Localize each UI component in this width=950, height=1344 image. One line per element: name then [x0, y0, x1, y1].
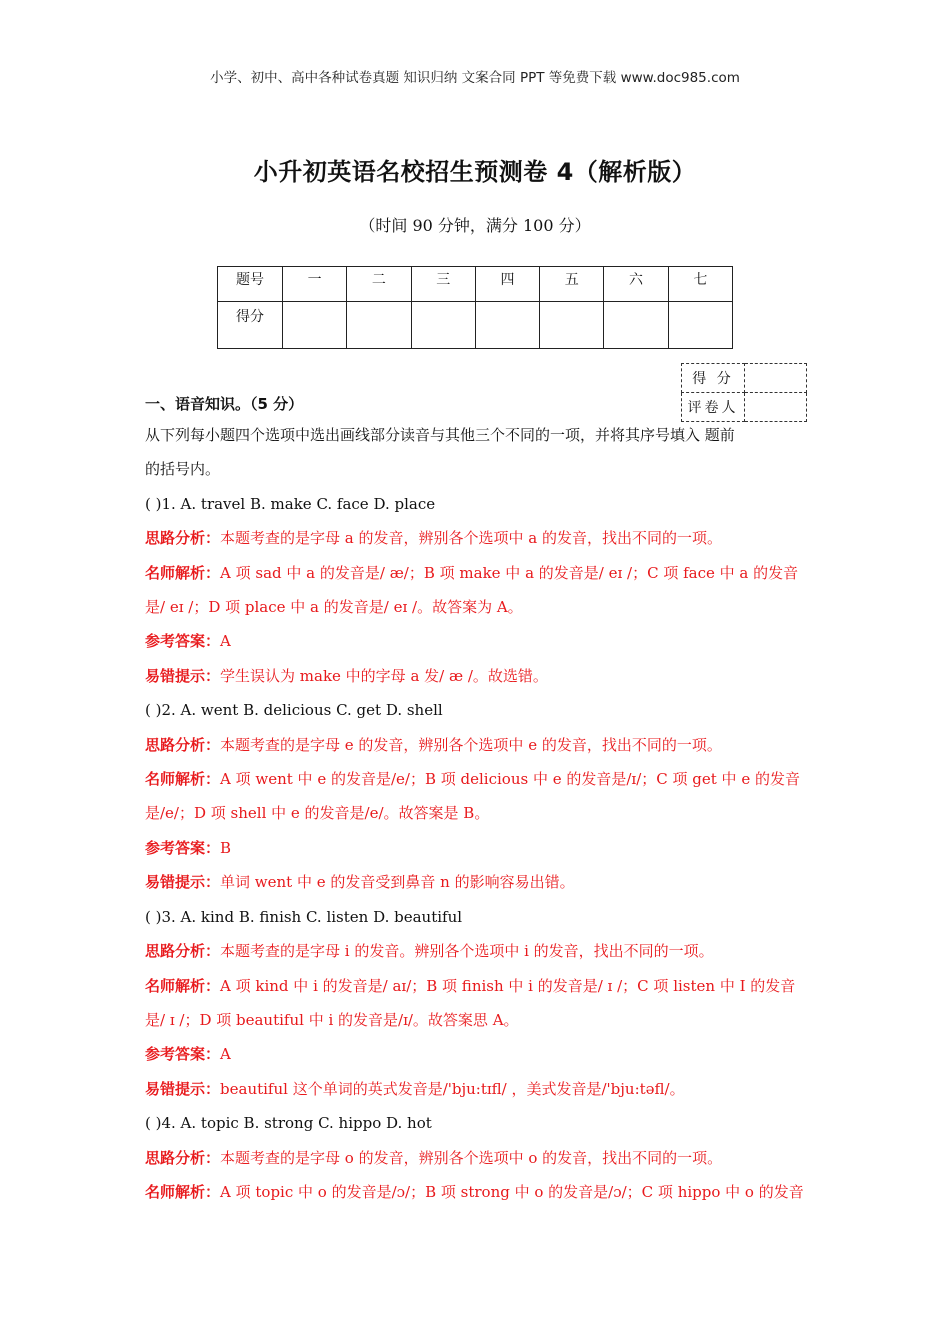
score-table-column: 三	[411, 267, 475, 302]
score-cell	[668, 302, 732, 349]
page-title: 小升初英语名校招生预测卷 4（解析版）	[253, 158, 697, 186]
answer: 参考答案：B	[145, 838, 232, 857]
explanation-label: 名师解析：	[145, 1182, 221, 1201]
explanation: 名师解析：A 项 went 中 e 的发音是/e/；B 项 delicious 中 e 的发音是/ɪ/；C 项 get 中 e 的发音	[145, 770, 800, 789]
grader-score-label: 得 分	[682, 364, 745, 393]
error-tip-label: 易错提示：	[145, 666, 221, 685]
analysis-label: 思路分析：	[145, 942, 221, 961]
score-table-column: 一	[283, 267, 347, 302]
question-stem: ( )3. A. kind B. finish C. listen D. beautiful	[145, 907, 463, 926]
analysis: 思路分析：本题考查的是字母 a 的发音，辨别各个选项中 a 的发音，找出不同的一项。	[145, 529, 722, 548]
explanation: 名师解析：A 项 sad 中 a 的发音是/ æ/；B 项 make 中 a 的发音是/ eɪ /；C 项 face 中 a 的发音	[145, 563, 799, 582]
answer: 参考答案：A	[145, 1045, 231, 1064]
question-stem: ( )4. A. topic B. strong C. hippo D. hot	[145, 1114, 432, 1133]
answer-label: 参考答案：	[145, 1045, 221, 1064]
score-cell	[411, 302, 475, 349]
score-cell	[347, 302, 411, 349]
analysis: 思路分析：本题考查的是字母 i 的发音。辨别各个选项中 i 的发音，找出不同的一项。	[145, 942, 714, 961]
grader-score-cell	[745, 364, 807, 393]
explanation: 名师解析：A 项 kind 中 i 的发音是/ aɪ/；B 项 finish 中 i 的发音是/ ɪ /；C 项 listen 中 I 的发音	[145, 976, 796, 995]
instruction: 的括号内。	[145, 460, 221, 479]
explanation-cont: 是/ eɪ /；D 项 place 中 a 的发音是/ eɪ /。故答案为 A。	[145, 598, 523, 617]
score-table-label: 得分	[218, 302, 283, 349]
error-tip: 易错提示：单词 went 中 e 的发音受到鼻音 n 的影响容易出错。	[145, 873, 575, 892]
score-table-column: 五	[540, 267, 604, 302]
score-table-label: 题号	[218, 267, 283, 302]
section-heading: 一、语音知识。（5 分）	[145, 395, 304, 413]
score-table	[217, 266, 733, 349]
error-tip-label: 易错提示：	[145, 873, 221, 892]
explanation: 名师解析：A 项 topic 中 o 的发音是/ɔ/；B 项 strong 中 o 的发音是/ɔ/；C 项 hippo 中 o 的发音	[145, 1182, 804, 1201]
error-tip: 易错提示：beautiful 这个单词的英式发音是/'bju:tɪfl/ ，美式发音是/'bju:təfl/。	[145, 1079, 685, 1098]
score-cell	[283, 302, 347, 349]
score-table-column: 七	[668, 267, 732, 302]
analysis: 思路分析：本题考查的是字母 e 的发音，辨别各个选项中 e 的发音，找出不同的一项。	[145, 735, 722, 754]
question-stem: ( )2. A. went B. delicious C. get D. shell	[145, 701, 443, 720]
content	[145, 390, 807, 1209]
explanation-label: 名师解析：	[145, 976, 221, 995]
score-cell	[540, 302, 604, 349]
grader-name-label: 评卷人	[682, 393, 745, 422]
analysis-label: 思路分析：	[145, 735, 221, 754]
explanation-label: 名师解析：	[145, 770, 221, 789]
answer-label: 参考答案：	[145, 838, 221, 857]
analysis-label: 思路分析：	[145, 529, 221, 548]
score-cell	[604, 302, 668, 349]
instruction: 从下列每小题四个选项中选出画线部分读音与其他三个不同的一项，并将其序号填入 题前	[145, 426, 735, 444]
score-table-column: 二	[347, 267, 411, 302]
exam-info: （时间 90 分钟，满分 100 分）	[359, 216, 591, 235]
analysis-label: 思路分析：	[145, 1148, 221, 1167]
explanation-label: 名师解析：	[145, 563, 221, 582]
explanation-cont: 是/e/；D 项 shell 中 e 的发音是/e/。故答案是 B。	[145, 804, 490, 823]
score-cell	[475, 302, 539, 349]
analysis: 思路分析：本题考查的是字母 o 的发音，辨别各个选项中 o 的发音，找出不同的一项。	[145, 1148, 723, 1167]
error-tip-label: 易错提示：	[145, 1079, 221, 1098]
score-table-column: 四	[475, 267, 539, 302]
error-tip: 易错提示：学生误认为 make 中的字母 a 发/ æ /。故选错。	[145, 666, 548, 685]
explanation-cont: 是/ ɪ /；D 项 beautiful 中 i 的发音是/ɪ/。故答案思 A。	[145, 1010, 519, 1029]
question-stem: ( )1. A. travel B. make C. face D. place	[145, 494, 436, 513]
answer: 参考答案：A	[145, 632, 231, 651]
score-table-column: 六	[604, 267, 668, 302]
site-header: 小学、初中、高中各种试卷真题 知识归纳 文案合同 PPT 等免费下载 www.doc985.com	[210, 70, 740, 86]
answer-label: 参考答案：	[145, 632, 221, 651]
